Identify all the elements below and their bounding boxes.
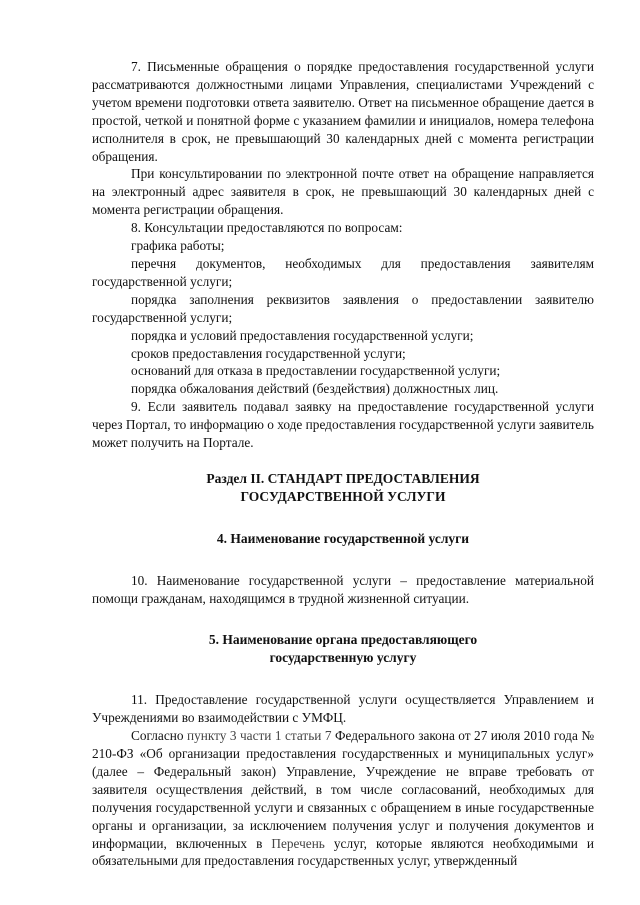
paragraph-10: 10. Наименование государственной услуги – предоставление материальной помощи гражданам, находящимся в трудной жизненной ситуации. bbox=[92, 572, 594, 606]
list-item: графика работы; bbox=[131, 238, 225, 254]
text-part: услуг, которые являются необходимыми и обязательными для предоставления государственных услуг, утвержденный bbox=[92, 835, 595, 869]
law-article-link[interactable]: пункту 3 части 1 статьи 7 bbox=[186, 728, 332, 744]
paragraph-9: 9. Если заявитель подавал заявку на предоставление государственной услуги через Портал, то информацию о ходе предоставления государственной услуги заявитель может получить на Портале. bbox=[92, 399, 594, 451]
list-item: порядка и условий предоставления государственной услуги; bbox=[131, 327, 474, 343]
list-document-link[interactable]: Перечень bbox=[271, 835, 325, 851]
paragraph-8: 8. Консультации предоставляются по вопросам: bbox=[131, 220, 403, 236]
list-item: сроков предоставления государственной услуги; bbox=[131, 345, 406, 361]
text-part: Федерального закона от 27 июля 2010 года № 210-ФЗ «Об организации предоставления государственных и муниципальных услуг» (далее – Федеральный закон) Управление, Учреждение не вправе требовать от заявителя осуществления действий, в том числе согласований, необходимых для получения государственной услуги и связанных с обращением в иные государственные органы и организации, за исключением получения услуг и получения документов и информации, включенных в bbox=[92, 728, 594, 851]
text-part: Согласно bbox=[131, 728, 187, 744]
paragraph-7: 7. Письменные обращения о порядке предоставления государственной услуги рассматриваются должностными лицами Управления, специалистами Учреждений с учетом времени подготовки ответа заявителю. Ответ на письменное обращение дается в простой, четкой и понятной форме с указанием фамилии и инициалов, номера телефона исполнителя в срок, не превышающий 30 календарных дней с момента регистрации обращения. bbox=[92, 59, 594, 164]
list-item: порядка заполнения реквизитов заявления о предоставлении заявителю государственной услуги; bbox=[92, 291, 594, 325]
paragraph-federal-law bbox=[92, 727, 594, 870]
list-item: перечня документов, необходимых для предоставления заявителям государственной услуги; bbox=[92, 255, 594, 289]
list-item: порядка обжалования действий (бездействия) должностных лиц. bbox=[131, 381, 499, 397]
paragraph-11: 11. Предоставление государственной услуги осуществляется Управлением и Учреждениями во взаимодействии с УМФЦ. bbox=[92, 692, 594, 726]
paragraph-email-consult: При консультировании по электронной почте ответ на обращение направляется на электронный адрес заявителя в срок, не превышающий 30 календарных дней с момента регистрации обращения. bbox=[92, 166, 594, 218]
subheading-4: 4. Наименование государственной услуги bbox=[216, 530, 470, 546]
list-item: оснований для отказа в предоставлении государственной услуги; bbox=[131, 363, 501, 379]
section-heading-line2: ГОСУДАРСТВЕННОЙ УСЛУГИ bbox=[240, 488, 446, 504]
subheading-5-line1: 5. Наименование органа предоставляющего bbox=[208, 632, 478, 648]
section-heading-line1: Раздел II. СТАНДАРТ ПРЕДОСТАВЛЕНИЯ bbox=[206, 470, 480, 486]
subheading-5-line2: государственную услугу bbox=[269, 650, 417, 666]
